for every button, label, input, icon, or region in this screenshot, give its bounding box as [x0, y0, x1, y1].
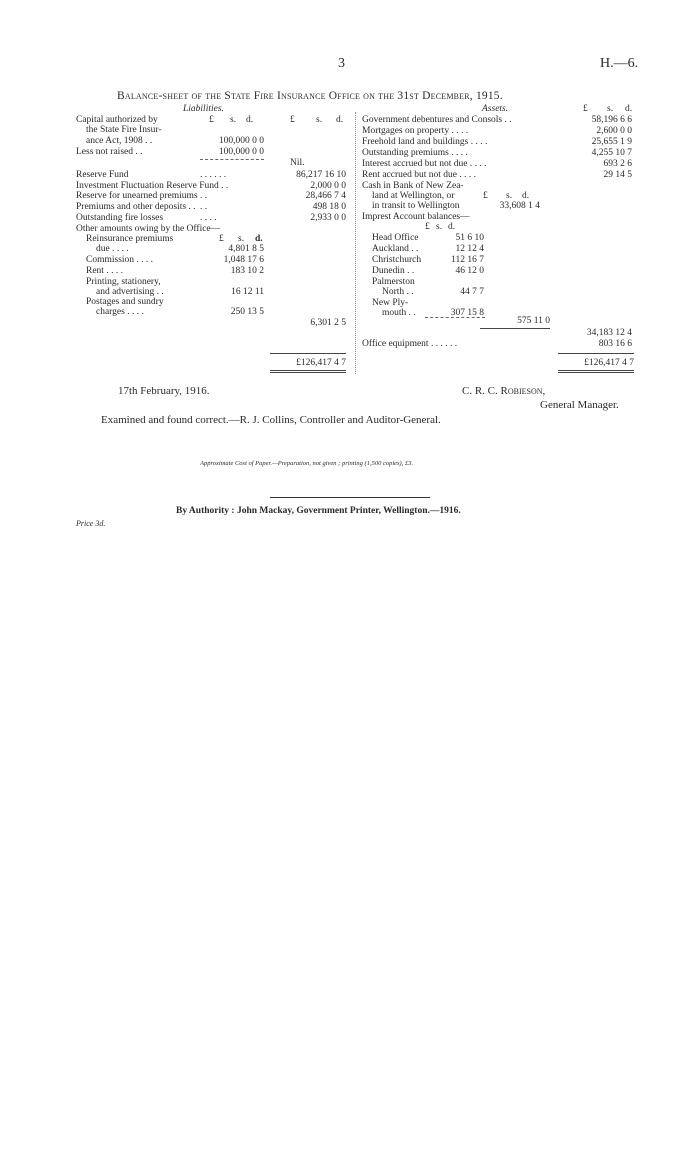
other-amounts-heading: Other amounts owing by the Office— [76, 224, 221, 234]
imprest-item-amount: 46 12 0 [455, 266, 484, 276]
asset-item-label: Interest accrued but not due . . . . [362, 159, 487, 169]
liability-item-amount: 86,217 16 10 [296, 170, 346, 180]
report-date: 17th February, 1916. [118, 385, 210, 397]
imprest-item-label: Auckland . . [372, 244, 419, 254]
balance-sheet-title: Balance-sheet of the State Fire Insurance Office on the 31st December, 1915. [117, 90, 503, 102]
other-item-label: and advertising . . [96, 287, 164, 297]
imprest-item-label: Christchurch [372, 255, 422, 265]
assets-total-rule-bottom-1 [558, 370, 634, 371]
other-item-label: Printing, stationery, [86, 277, 161, 287]
liability-item-label: Reserve for unearned premiums [76, 191, 198, 201]
column-divider [355, 112, 356, 374]
imprest-pence-header: d. [448, 222, 456, 232]
office-equipment-label: Office equipment . . . . . . [362, 339, 458, 349]
other-item-amount: 4,801 8 5 [228, 244, 264, 254]
asset-item-label: Mortgages on property . . . . [362, 126, 469, 136]
asset-item-amount: 693 2 6 [603, 159, 632, 169]
assets-total-rule-top [558, 353, 634, 354]
cost-note: Approximate Cost of Paper.—Preparation, not given ; printing (1,500 copies), £3. [200, 460, 414, 467]
imprest-shilling-header: s. [436, 222, 443, 232]
document-reference: H.—6. [600, 56, 639, 71]
page-number: 3 [338, 56, 345, 71]
assets-pound-header: £ [583, 104, 588, 114]
cash-pound-header: £ [483, 191, 488, 201]
imprest-item-label: Dunedin . . [372, 266, 415, 276]
asset-item-label: Outstanding premiums . . . . [362, 148, 468, 158]
liability-item-label: Reserve Fund [76, 170, 129, 180]
imprest-item-label: Palmerston [372, 277, 415, 287]
assets-shilling-header: s. [607, 104, 614, 114]
imprest-item-label: New Ply- [372, 298, 409, 308]
cash-subtotal-rule [480, 328, 550, 329]
other-item-label: charges . . . . [96, 307, 144, 317]
other-item-amount: 1,048 17 6 [223, 255, 264, 265]
imprest-item-label: North . . [382, 287, 414, 297]
capital-label-line-2: the State Fire Insur- [86, 125, 162, 135]
liability-item-label: Premiums and other deposits . . [76, 202, 196, 212]
signatory-title: General Manager. [540, 399, 619, 411]
other-item-label: Postages and sundry [86, 297, 164, 307]
liabilities-heading: Liabilities. [183, 104, 224, 114]
other-amounts-total: 6,301 2 5 [310, 318, 346, 328]
imprest-item-label: mouth . . [382, 308, 416, 318]
imprest-item-amount: 112 16 7 [451, 255, 484, 265]
assets-grand-total: £126,417 4 7 [584, 358, 634, 368]
liability-item-amount: 2,933 0 0 [310, 213, 346, 223]
office-equipment-amount: 803 16 6 [598, 339, 632, 349]
cash-pence-header: d. [522, 191, 530, 201]
asset-item-amount: 2,600 0 0 [596, 126, 632, 136]
liability-item-leaders: . . [200, 202, 208, 212]
imprest-item-label: Head Office [372, 233, 419, 243]
liability-item-amount: 28,466 7 4 [305, 191, 346, 201]
liabilities-pence-header: d. [336, 115, 344, 125]
other-item-label: Rent . . . . [86, 266, 123, 276]
imprest-item-amount: 307 15 8 [450, 308, 484, 318]
imprest-pound-header: £ [425, 222, 430, 232]
imprest-item-amount: 12 12 4 [455, 244, 484, 254]
price-note: Price 3d. [76, 519, 106, 528]
liabilities-total-rule-top [270, 353, 346, 354]
cash-shilling-header: s. [506, 191, 513, 201]
liabilities-shilling-header: s. [316, 115, 323, 125]
imprest-rule [425, 317, 485, 318]
assets-pence-header: d. [625, 104, 633, 114]
asset-item-amount: 29 14 5 [603, 170, 632, 180]
capital-d-header: d. [246, 115, 254, 125]
nil-value: Nil. [290, 158, 305, 168]
other-item-label: due . . . . [96, 244, 129, 254]
asset-item-label: Freehold land and buildings . . . . [362, 137, 488, 147]
asset-item-label: Rent accrued but not due . . . . [362, 170, 476, 180]
less-not-raised-label: Less not raised . . [76, 147, 143, 157]
liability-item-label: Outstanding fire losses [76, 213, 164, 223]
liability-item-label: Investment Fluctuation Reserve Fund . . [76, 181, 229, 191]
liability-item-amount: 498 18 0 [312, 202, 346, 212]
other-item-amount: 250 13 5 [230, 307, 264, 317]
asset-item-amount: 25,655 1 9 [591, 137, 632, 147]
imprest-heading: Imprest Account balances— [362, 212, 470, 222]
capital-amount: 100,000 0 0 [218, 136, 264, 146]
asset-item-amount: 4,255 10 7 [591, 148, 632, 158]
capital-sd-header: s. [230, 115, 237, 125]
examined-statement: Examined and found correct.—R. J. Collins, Controller and Auditor-General. [101, 414, 441, 426]
liabilities-total-rule-bottom-2 [270, 372, 346, 373]
imprest-total: 575 11 0 [517, 316, 550, 326]
cash-label-line-1: Cash in Bank of New Zea- [362, 181, 464, 191]
authority-rule [270, 497, 430, 498]
capital-label-line-1: Capital authorized by [76, 115, 158, 125]
capital-rule [200, 159, 264, 160]
signatory-name: C. R. C. Robieson, [462, 385, 546, 397]
liabilities-total-rule-bottom-1 [270, 370, 346, 371]
assets-subtotal: 34,183 12 4 [586, 328, 632, 338]
asset-item-label: Government debentures and Consols . . [362, 115, 512, 125]
liability-item-leaders: . . . . [200, 213, 217, 223]
imprest-item-amount: 44 7 7 [460, 287, 484, 297]
other-item-label: Reinsurance premiums [86, 234, 174, 244]
liability-item-leaders: . . [200, 191, 208, 201]
other-pence-header: d. [255, 234, 263, 244]
liabilities-pound-header: £ [290, 115, 295, 125]
liability-item-amount: 2,000 0 0 [310, 181, 346, 191]
liability-item-leaders: . . . . . . [200, 170, 227, 180]
less-not-raised-amount: 100,000 0 0 [218, 147, 264, 157]
cash-label-line-2: land at Wellington, or [372, 191, 455, 201]
other-item-amount: 16 12 11 [231, 287, 264, 297]
other-pound-header: £ [219, 234, 224, 244]
assets-heading: Assets. [482, 104, 509, 114]
cash-amount: 33,608 1 4 [499, 201, 540, 211]
other-item-label: Commission . . . . [86, 255, 154, 265]
asset-item-amount: 58,196 6 6 [591, 115, 632, 125]
other-shilling-header: s. [238, 234, 245, 244]
capital-pound-header: £ [209, 115, 214, 125]
other-item-amount: 183 10 2 [230, 266, 264, 276]
capital-label-line-3: ance Act, 1908 . . [86, 136, 153, 146]
liabilities-grand-total: £126,417 4 7 [296, 358, 346, 368]
imprest-item-amount: 51 6 10 [455, 233, 484, 243]
authority-line: By Authority : John Mackay, Government Printer, Wellington.—1916. [176, 506, 461, 516]
assets-total-rule-bottom-2 [558, 372, 634, 373]
cash-label-line-3: in transit to Wellington [372, 201, 460, 211]
